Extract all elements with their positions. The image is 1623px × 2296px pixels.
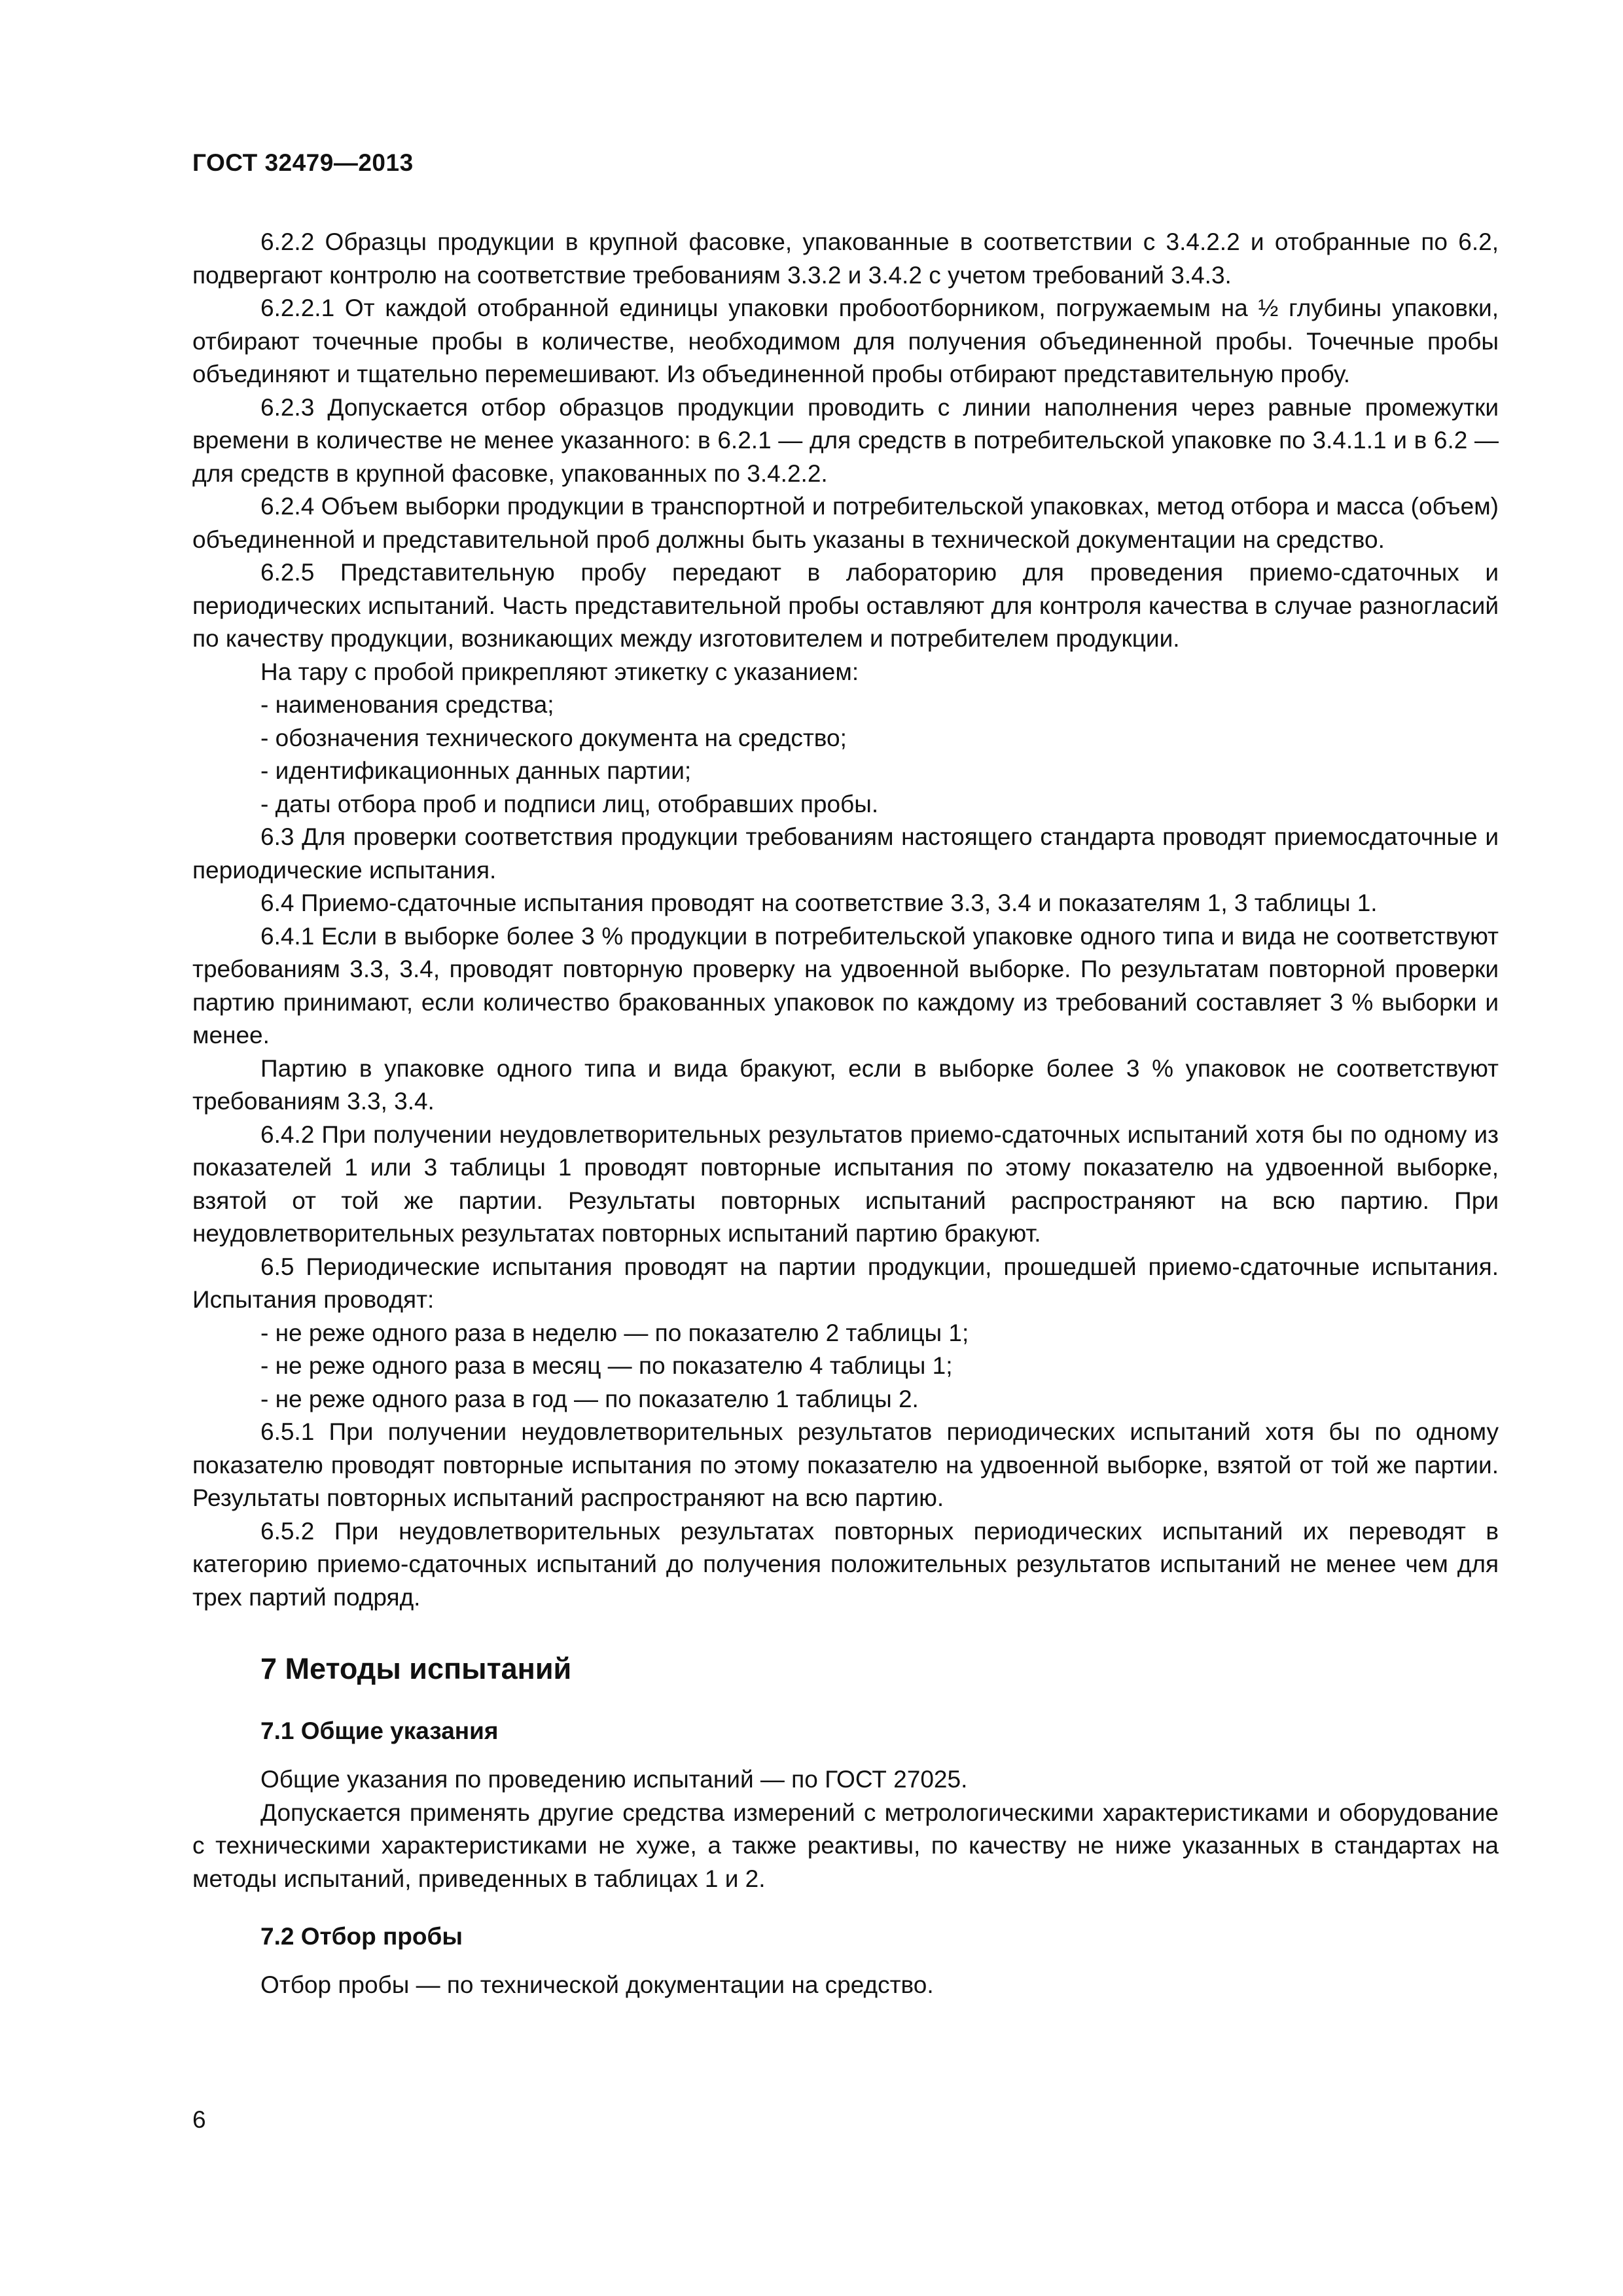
paragraph-6-5: 6.5 Периодические испытания проводят на партии продукции, прошедшей приемо-сдаточные испытания. Испытания проводят: (192, 1253, 1499, 1313)
paragraph-6-3: 6.3 Для проверки соответствия продукции требованиям настоящего стандарта проводят приемосдаточные и периодические испытания. (192, 823, 1499, 884)
paragraph-batch-reject: Партию в упаковке одного типа и вида бракуют, если в выборке более 3 % упаковок не соответствуют требованиям 3.3, 3.4. (192, 1054, 1499, 1115)
document-body (192, 226, 1499, 2002)
label-requirements-list (192, 689, 1499, 821)
list-item: - не реже одного раза в неделю — по показателю 2 таблицы 1; (260, 1319, 969, 1346)
paragraph-6-2-4: 6.2.4 Объем выборки продукции в транспортной и потребительской упаковках, метод отбора и масса (объем) объединенной и представительной проб должны быть указаны в технической документации на средство. (192, 493, 1499, 553)
periodic-tests-list (192, 1317, 1499, 1416)
document-header: ГОСТ 32479—2013 (192, 149, 414, 176)
list-item: - наименования средства; (260, 691, 554, 718)
list-item: - не реже одного раза в год — по показателю 1 таблицы 2. (260, 1385, 919, 1412)
paragraph-7-2-sampling: Отбор пробы — по технической документации на средство. (260, 1971, 934, 1998)
paragraph-6-2-2-1: 6.2.2.1 От каждой отобранной единицы упаковки пробоотборником, погружаемым на ½ глубины упаковки, отбирают точечные пробы в количестве, необходимом для получения объединенной пробы. Точечные пробы объединяют и тщательно перемешивают. Из объединенной пробы отбирают представительную пробу. (192, 295, 1499, 387)
paragraph-7-1-general: Общие указания по проведению испытаний — по ГОСТ 27025. (260, 1766, 968, 1793)
list-item: - не реже одного раза в месяц — по показателю 4 таблицы 1; (260, 1352, 953, 1379)
paragraph-6-2-5: 6.2.5 Представительную пробу передают в лабораторию для проведения приемо-сдаточных и периодических испытаний. Часть представительной пробы оставляют для контроля качества в случае разногласий по качеству продукции, возникающих между изготовителем и потребителем продукции. (192, 559, 1499, 652)
paragraph-6-2-3: 6.2.3 Допускается отбор образцов продукции проводить с линии наполнения через равные промежутки времени в количестве не менее указанного: в 6.2.1 — для средств в потребительской упаковке по 3.4.1.1 и в 6.2 — для средств в крупной фасовке, упакованных по 3.4.2.2. (192, 393, 1499, 487)
paragraph-6-2-2: 6.2.2 Образцы продукции в крупной фасовке, упакованные в соответствии с 3.4.2.2 и отобранные по 6.2, подвергают контролю на соответствие требованиям 3.3.2 и 3.4.2 с учетом требований 3.4.3. (192, 228, 1499, 289)
paragraph-6-4: 6.4 Приемо-сдаточные испытания проводят на соответствие 3.3, 3.4 и показателям 1, 3 таблицы 1. (260, 889, 1378, 916)
paragraph-6-5-2: 6.5.2 При неудовлетворительных результатах повторных периодических испытаний их переводят в категорию приемо-сдаточных испытаний до получения положительных результатов испытаний не менее чем для трех партий подряд. (192, 1517, 1499, 1611)
list-item: - идентификационных данных партии; (260, 757, 692, 784)
subsection-7-2-title: 7.2 Отбор пробы (260, 1923, 463, 1950)
paragraph-6-4-1: 6.4.1 Если в выборке более 3 % продукции в потребительской упаковке одного типа и вида не соответствуют требованиям 3.3, 3.4, проводят повторную проверку на удвоенной выборке. По результатам повторной проверки партию принимают, если количество бракованных упаковок по каждому из требований составляет 3 % выборки и менее. (192, 922, 1499, 1049)
paragraph-7-1-equipment: Допускается применять другие средства измерений с метрологическими характеристиками и оборудование с техническими характеристиками не хуже, а также реактивы, по качеству не ниже указанных в стандартах на методы испытаний, приведенных в таблицах 1 и 2. (192, 1799, 1499, 1892)
paragraph-6-5-1: 6.5.1 При получении неудовлетворительных результатов периодических испытаний хотя бы по одному показателю проводят повторные испытания по этому показателю на удвоенной выборке, взятой от той же партии. Результаты повторных испытаний распространяют на всю партию. (192, 1418, 1499, 1511)
list-item: - даты отбора проб и подписи лиц, отобравших пробы. (260, 790, 879, 817)
list-item: - обозначения технического документа на средство; (260, 724, 847, 751)
subsection-7-1-title: 7.1 Общие указания (260, 1717, 499, 1744)
paragraph-6-4-2: 6.4.2 При получении неудовлетворительных результатов приемо-сдаточных испытаний хотя бы по одному из показателей 1 или 3 таблицы 1 проводят повторные испытания по этому показателю на удвоенной выборке, взятой от той же партии. Результаты повторных испытаний распространяют на всю партию. При неудовлетворительных результатах повторных испытаний партию бракуют. (192, 1121, 1499, 1247)
paragraph-label-intro: На тару с пробой прикрепляют этикетку с указанием: (260, 658, 859, 685)
section-7-title: 7 Методы испытаний (260, 1652, 572, 1685)
page-number: 6 (192, 2106, 206, 2133)
